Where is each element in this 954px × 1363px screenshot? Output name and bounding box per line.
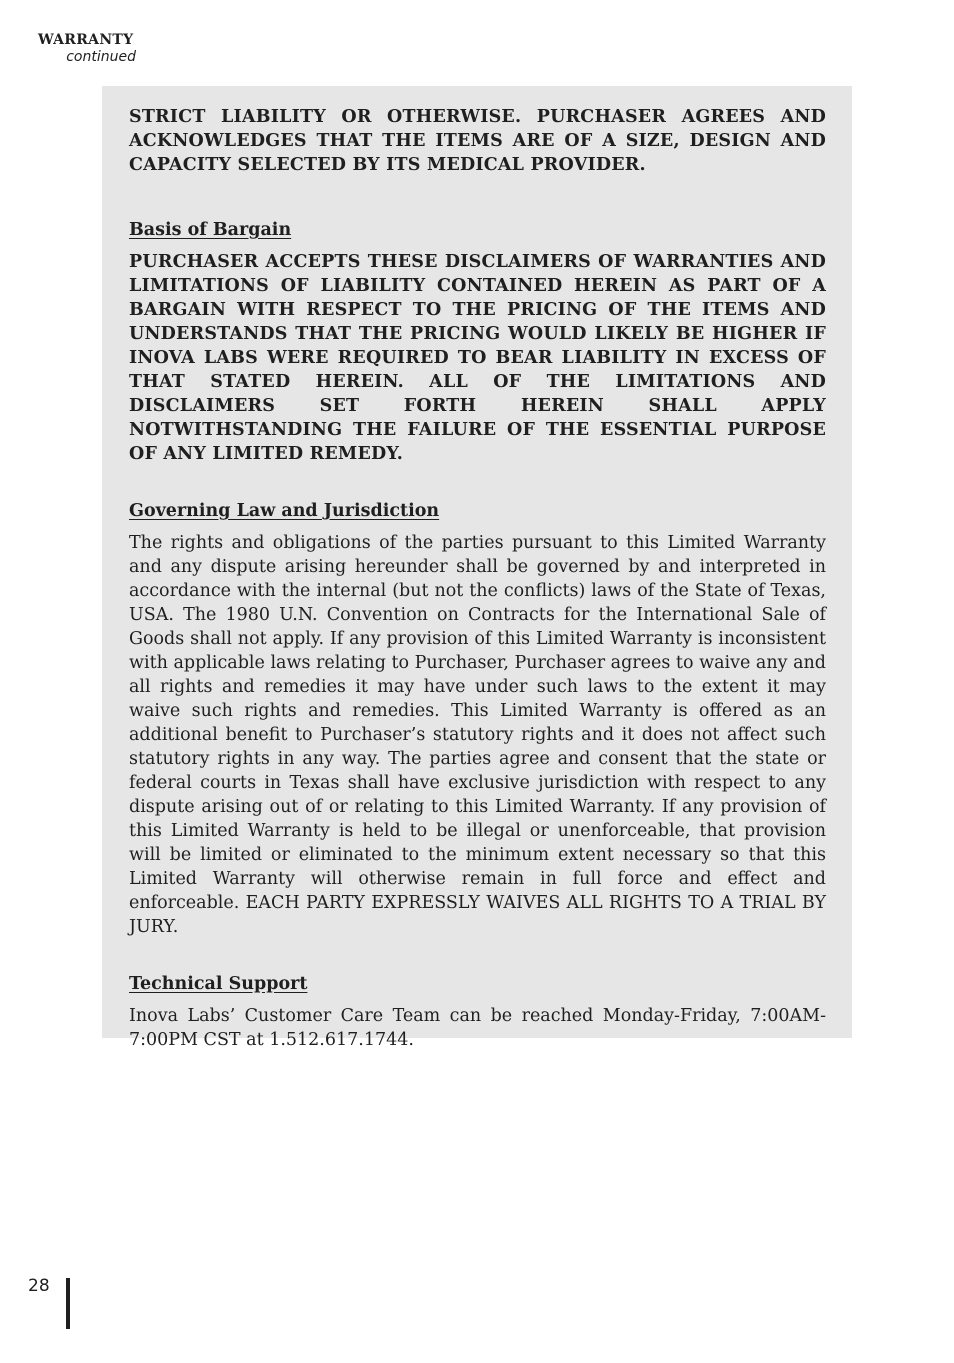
- technical-support-heading: Technical Support: [129, 974, 308, 994]
- liability-paragraph: STRICT LIABILITY OR OTHERWISE. PURCHASER AGREES AND ACKNOWLEDGES THAT THE ITEMS ARE OF A SIZE, DESIGN AND CAPACITY SELECTED BY ITS MEDICAL PROVIDER.: [129, 107, 826, 175]
- governing-law-heading: Governing Law and Jurisdiction: [129, 501, 440, 521]
- running-header: [38, 31, 136, 66]
- page-number-rule: [66, 1278, 70, 1329]
- technical-support-paragraph: Inova Labs’ Customer Care Team can be reached Monday-Friday, 7:00AM-7:00PM CST at 1.512.617.1744.: [129, 1006, 826, 1050]
- header-subtitle: continued: [66, 49, 136, 65]
- basis-of-bargain-paragraph: PURCHASER ACCEPTS THESE DISCLAIMERS OF WARRANTIES AND LIMITATIONS OF LIABILITY CONTAINED HEREIN AS PART OF A BARGAIN WITH RESPECT TO THE PRICING OF THE ITEMS AND UNDERSTANDS THAT THE PRICING WOULD LIKELY BE HIGHER IF INOVA LABS WERE REQUIRED TO BEAR LIABILITY IN EXCESS OF THAT STATED HEREIN. ALL OF THE LIMITATIONS AND DISCLAIMERS SET FORTH HEREIN SHALL APPLY NOTWITHSTANDING THE FAILURE OF THE ESSENTIAL PURPOSE OF ANY LIMITED REMEDY.: [129, 252, 826, 464]
- header-title: WARRANTY: [38, 32, 134, 48]
- page-number: 28: [28, 1276, 50, 1296]
- governing-law-paragraph: The rights and obligations of the parties pursuant to this Limited Warranty and any dispute arising hereunder shall be governed by and interpreted in accordance with the internal (but not the conflicts) laws of the State of Texas, USA. The 1980 U.N. Convention on Contracts for the International Sale of Goods shall not apply. If any provision of this Limited Warranty is inconsistent with applicable laws relating to Purchaser, Purchaser agrees to waive any and all rights and remedies it may have under such laws to the extent it may waive such rights and remedies. This Limited Warranty is offered as an additional benefit to Purchaser’s statutory rights and it does not affect such statutory rights in any way. The parties agree and consent that the state or federal courts in Texas shall have exclusive jurisdiction with respect to any dispute arising out of or relating to this Limited Warranty. If any provision of this Limited Warranty is held to be illegal or unenforceable, that provision will be limited or eliminated to the minimum extent necessary so that this Limited Warranty will otherwise remain in full force and effect and enforceable. EACH PARTY EXPRESSLY WAIVES ALL RIGHTS TO A TRIAL BY JURY.: [129, 533, 826, 937]
- warranty-text-panel: [102, 86, 852, 1050]
- basis-of-bargain-heading: Basis of Bargain: [129, 220, 292, 240]
